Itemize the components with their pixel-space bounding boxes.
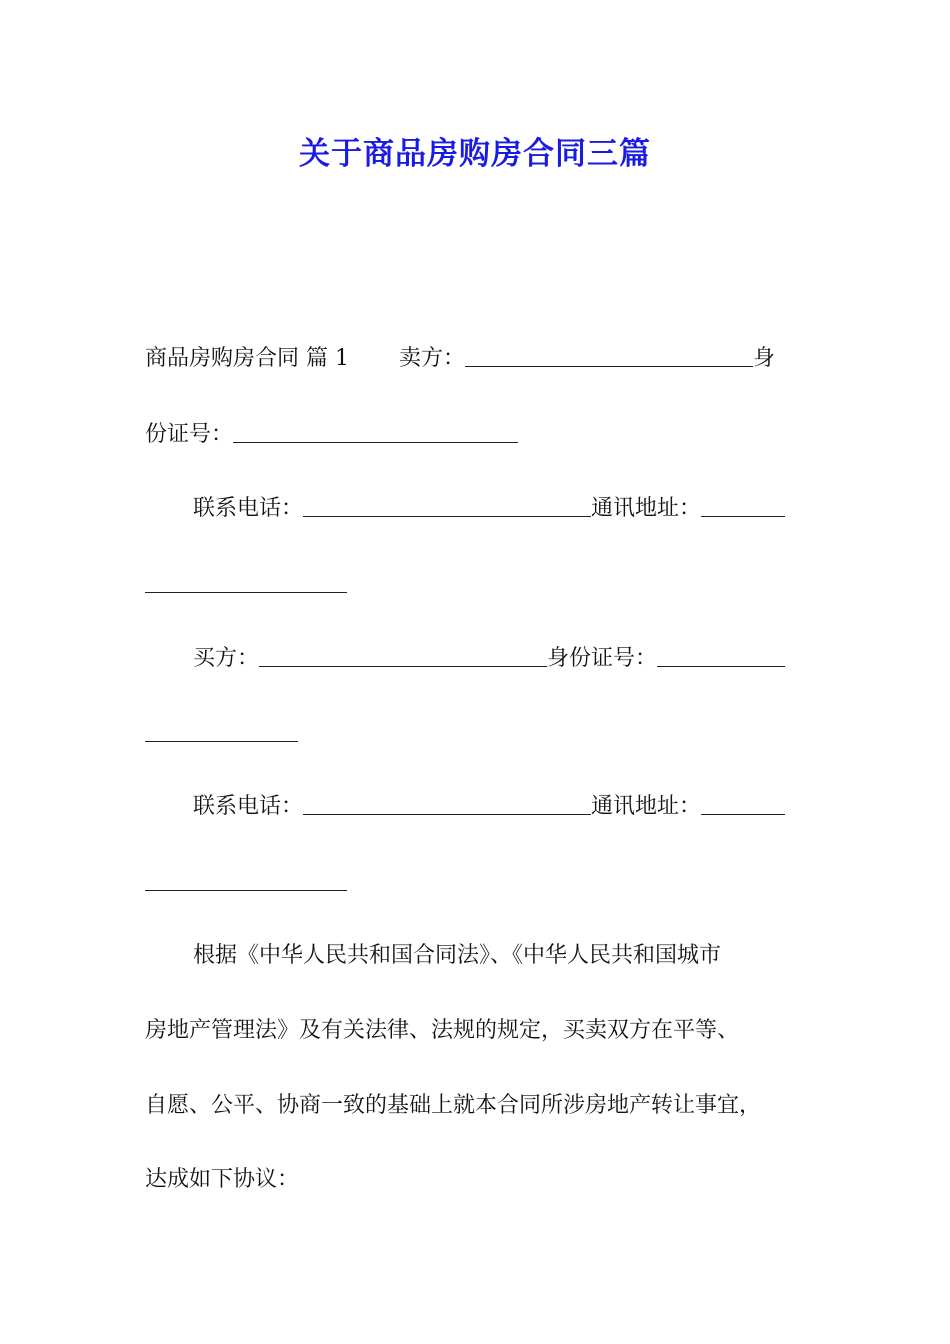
buyer-label: 买方： [193, 646, 260, 671]
seller-name-blank[interactable] [465, 346, 753, 367]
seller-label: 卖方： [398, 346, 465, 371]
seller-phone-label: 联系电话： [193, 496, 304, 521]
buyer-phone-blank[interactable] [303, 794, 591, 815]
buyer-contact-line [193, 792, 785, 822]
buyer-address-blank[interactable] [701, 794, 785, 815]
contract-heading: 商品房购房合同 篇 1 [145, 346, 349, 371]
seller-id-label-start: 身 [753, 346, 776, 371]
seller-id-line [145, 420, 518, 450]
seller-contact-line [193, 494, 785, 524]
paragraph-line: 根据《中华人民共和国合同法》、《中华人民共和国城市 [193, 943, 722, 968]
paragraph-line: 自愿、公平、协商一致的基础上就本合同所涉房地产转让事宜， [145, 1093, 762, 1118]
document-title: 关于商品房购房合同三篇 [299, 136, 651, 172]
buyer-id-blank[interactable] [657, 646, 785, 667]
seller-line [145, 344, 775, 374]
seller-id-blank[interactable] [233, 422, 518, 443]
buyer-id-blank-continued[interactable] [145, 741, 298, 742]
buyer-address-blank-continued[interactable] [145, 890, 347, 891]
buyer-line [193, 644, 785, 674]
seller-address-label: 通讯地址： [591, 496, 702, 521]
buyer-name-blank[interactable] [259, 646, 547, 667]
paragraph-line: 房地产管理法》及有关法律、法规的规定，买卖双方在平等、 [145, 1018, 740, 1043]
buyer-id-label: 身份证号： [547, 646, 658, 671]
seller-address-blank-continued[interactable] [145, 592, 347, 593]
seller-address-blank[interactable] [701, 496, 785, 517]
buyer-phone-label: 联系电话： [193, 794, 304, 819]
paragraph-line: 达成如下协议： [145, 1167, 300, 1192]
seller-phone-blank[interactable] [303, 496, 591, 517]
seller-id-label-end: 份证号： [145, 422, 234, 447]
buyer-address-label: 通讯地址： [591, 794, 702, 819]
